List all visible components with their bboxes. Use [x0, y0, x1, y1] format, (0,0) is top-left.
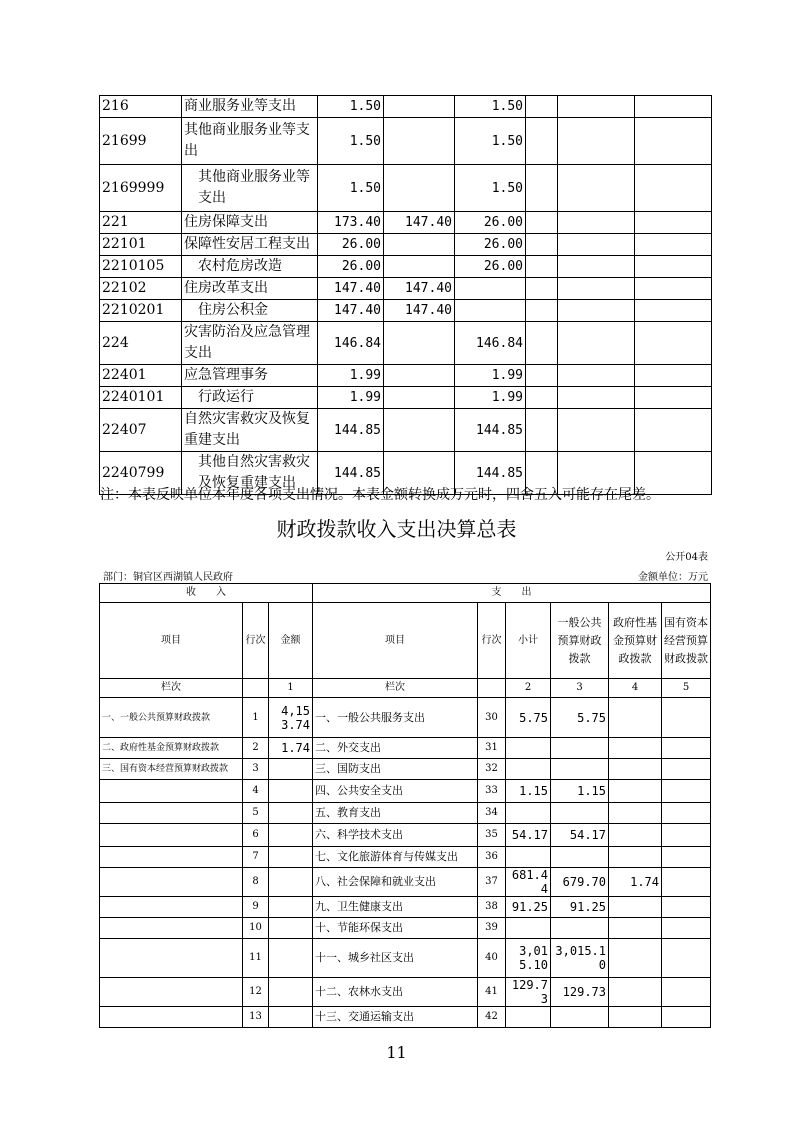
- general-budget-amount: 54.17: [551, 824, 609, 847]
- income-amount: [269, 847, 313, 868]
- empty-cell: [635, 256, 712, 278]
- project-amount: 26.00: [455, 256, 526, 278]
- empty-cell: [526, 234, 558, 256]
- total-amount: 147.40: [318, 300, 384, 322]
- expense-line-no: 41: [478, 978, 506, 1007]
- table-row: [100, 1007, 711, 1028]
- expense-line-no: 36: [478, 847, 506, 868]
- code: 2210105: [100, 256, 182, 278]
- empty-cell: [558, 212, 635, 234]
- income-item: 一、一般公共预算财政拨款: [100, 698, 243, 738]
- project-amount: 1.50: [455, 118, 526, 165]
- general-budget-amount: 3,015.10: [551, 939, 609, 978]
- income-amount: [269, 803, 313, 824]
- code: 224: [100, 322, 182, 365]
- item-name: 其他商业服务业等支出: [182, 165, 318, 212]
- table-row: [100, 824, 711, 847]
- empty-cell: [526, 300, 558, 322]
- basic-amount: [384, 118, 455, 165]
- empty-cell: [526, 212, 558, 234]
- income-item: [100, 847, 243, 868]
- expense-item: 一、一般公共服务支出: [313, 698, 478, 738]
- fund-budget-amount: [609, 939, 662, 978]
- state-capital-amount: [662, 824, 711, 847]
- col-index-label: 栏次: [100, 679, 243, 698]
- expense-item-header: 项目: [313, 603, 478, 679]
- income-item: 二、政府性基金预算财政拨款: [100, 738, 243, 759]
- income-item: [100, 897, 243, 918]
- table-row: [100, 278, 712, 300]
- table-row: [100, 738, 711, 759]
- basic-amount: 147.40: [384, 300, 455, 322]
- form-number: 公开04表: [665, 552, 708, 563]
- income-amount: 1.74: [269, 738, 313, 759]
- general-budget-amount: 5.75: [551, 698, 609, 738]
- subtotal-amount: [506, 918, 551, 939]
- empty-cell: [558, 322, 635, 365]
- subtotal-amount: [506, 803, 551, 824]
- empty-cell: [526, 322, 558, 365]
- empty-cell: [635, 409, 712, 452]
- table-note: 注：本表反映单位本年度各项支出情况。本表金额转换成万元时，四舍五入可能存在尾差。: [100, 487, 660, 503]
- subtotal-amount: 54.17: [506, 824, 551, 847]
- fund-budget-amount: [609, 780, 662, 803]
- state-capital-amount: [662, 868, 711, 897]
- basic-amount: [384, 387, 455, 409]
- item-name: 农村危房改造: [182, 256, 318, 278]
- expense-line-no: 34: [478, 803, 506, 824]
- table-row: [100, 939, 711, 978]
- expense-line-no: 38: [478, 897, 506, 918]
- empty-cell: [635, 365, 712, 387]
- department-label: 部门：铜官区西湖镇人民政府: [103, 572, 233, 583]
- income-item: [100, 978, 243, 1007]
- expense-header: 支 出: [313, 584, 711, 603]
- empty-cell: [558, 256, 635, 278]
- fund-budget-amount: [609, 738, 662, 759]
- total-amount: 146.84: [318, 322, 384, 365]
- item-name: 住房保障支出: [182, 212, 318, 234]
- expense-item: 十三、交通运输支出: [313, 1007, 478, 1028]
- table-row: [100, 322, 712, 365]
- empty-cell: [558, 234, 635, 256]
- fund-budget-amount: [609, 918, 662, 939]
- empty-cell: [558, 387, 635, 409]
- table-row: [100, 868, 711, 897]
- expense-detail-table: [99, 95, 712, 495]
- income-line-no: 6: [243, 824, 269, 847]
- general-budget-amount: [551, 759, 609, 780]
- income-line-no: 13: [243, 1007, 269, 1028]
- income-line-no: 12: [243, 978, 269, 1007]
- income-item: [100, 918, 243, 939]
- total-amount: 1.50: [318, 96, 384, 118]
- basic-amount: [384, 234, 455, 256]
- expense-item: 八、社会保障和就业支出: [313, 868, 478, 897]
- total-amount: 144.85: [318, 409, 384, 452]
- code: 22401: [100, 365, 182, 387]
- total-amount: 1.50: [318, 165, 384, 212]
- expense-item: 四、公共安全支出: [313, 780, 478, 803]
- code: 221: [100, 212, 182, 234]
- page-number: 11: [386, 1043, 407, 1062]
- total-amount: 144.85: [318, 452, 384, 495]
- general-budget-amount: [551, 738, 609, 759]
- empty-cell: [635, 322, 712, 365]
- general-budget-amount: [551, 1007, 609, 1028]
- col-index-1: 1: [269, 679, 313, 698]
- total-amount: 1.99: [318, 365, 384, 387]
- basic-amount: [384, 165, 455, 212]
- fund-budget-amount: [609, 803, 662, 824]
- empty-cell: [526, 96, 558, 118]
- subtotal-amount: 3,015.10: [506, 939, 551, 978]
- income-amount: [269, 868, 313, 897]
- income-amount: [269, 918, 313, 939]
- income-line-no: 3: [243, 759, 269, 780]
- fund-budget-amount: [609, 847, 662, 868]
- expense-item: 十二、农林水支出: [313, 978, 478, 1007]
- general-budget-amount: 1.15: [551, 780, 609, 803]
- project-amount: [455, 278, 526, 300]
- total-amount: 1.50: [318, 118, 384, 165]
- item-name: 住房公积金: [182, 300, 318, 322]
- empty-cell: [635, 278, 712, 300]
- header-row-columns: [100, 603, 711, 679]
- expense-item: 七、文化旅游体育与传媒支出: [313, 847, 478, 868]
- basic-amount: [384, 409, 455, 452]
- empty-cell: [635, 165, 712, 212]
- state-capital-amount: [662, 803, 711, 824]
- col-index-3: 3: [551, 679, 609, 698]
- expense-item: 九、卫生健康支出: [313, 897, 478, 918]
- income-line-no: 8: [243, 868, 269, 897]
- income-amount-header: 金额: [269, 603, 313, 679]
- expense-line-header: 行次: [478, 603, 506, 679]
- project-amount: 146.84: [455, 322, 526, 365]
- project-amount: 26.00: [455, 212, 526, 234]
- table-row: [100, 759, 711, 780]
- project-amount: 144.85: [455, 409, 526, 452]
- expense-line-no: 30: [478, 698, 506, 738]
- expense-item: 六、科学技术支出: [313, 824, 478, 847]
- empty-cell: [558, 96, 635, 118]
- subtotal-amount: 91.25: [506, 897, 551, 918]
- table-row: [100, 897, 711, 918]
- expense-item: 二、外交支出: [313, 738, 478, 759]
- empty-cell: [526, 165, 558, 212]
- code: 2169999: [100, 165, 182, 212]
- table-row: [100, 803, 711, 824]
- empty-cell: [635, 300, 712, 322]
- state-capital-amount: [662, 978, 711, 1007]
- empty-cell: [526, 387, 558, 409]
- fund-budget-amount: [609, 824, 662, 847]
- unit-label: 金额单位：万元: [638, 572, 708, 583]
- state-capital-header: 国有资本经营预算财政拨款: [662, 603, 711, 679]
- total-amount: 1.99: [318, 387, 384, 409]
- project-amount: 1.50: [455, 96, 526, 118]
- expense-line-no: 33: [478, 780, 506, 803]
- subtotal-amount: [506, 847, 551, 868]
- state-capital-amount: [662, 759, 711, 780]
- fund-budget-amount: [609, 759, 662, 780]
- total-amount: 26.00: [318, 256, 384, 278]
- table-row: [100, 698, 711, 738]
- empty-cell: [635, 387, 712, 409]
- state-capital-amount: [662, 1007, 711, 1028]
- empty-cell: [526, 278, 558, 300]
- total-amount: 173.40: [318, 212, 384, 234]
- table-row: [100, 918, 711, 939]
- table-row: [100, 409, 712, 452]
- expense-item: 十一、城乡社区支出: [313, 939, 478, 978]
- code: 21699: [100, 118, 182, 165]
- col-index-2: 2: [506, 679, 551, 698]
- empty-cell: [526, 409, 558, 452]
- subtotal-amount: 681.44: [506, 868, 551, 897]
- code: 2210201: [100, 300, 182, 322]
- total-amount: 26.00: [318, 234, 384, 256]
- item-name: 保障性安居工程支出: [182, 234, 318, 256]
- income-amount: [269, 780, 313, 803]
- income-line-no: 5: [243, 803, 269, 824]
- fund-budget-amount: 1.74: [609, 868, 662, 897]
- expense-line-no: 32: [478, 759, 506, 780]
- income-item: 三、国有资本经营预算财政拨款: [100, 759, 243, 780]
- income-amount: [269, 897, 313, 918]
- project-amount: [455, 300, 526, 322]
- table-row: [100, 165, 712, 212]
- basic-amount: [384, 96, 455, 118]
- income-line-no: 1: [243, 698, 269, 738]
- subtotal-amount: [506, 1007, 551, 1028]
- fund-budget-amount: [609, 1007, 662, 1028]
- table-row: [100, 118, 712, 165]
- expense-item: 五、教育支出: [313, 803, 478, 824]
- income-amount: [269, 1007, 313, 1028]
- empty-cell: [526, 256, 558, 278]
- code: 22102: [100, 278, 182, 300]
- empty-cell: [635, 212, 712, 234]
- income-header: 收 入: [100, 584, 313, 603]
- expense-line-no: 39: [478, 918, 506, 939]
- general-budget-amount: 679.70: [551, 868, 609, 897]
- project-amount: 1.99: [455, 365, 526, 387]
- fund-budget-amount: [609, 698, 662, 738]
- empty-cell: [558, 409, 635, 452]
- table-row: [100, 212, 712, 234]
- subtotal-amount: 129.73: [506, 978, 551, 1007]
- state-capital-amount: [662, 738, 711, 759]
- project-amount: 1.50: [455, 165, 526, 212]
- code: 2240101: [100, 387, 182, 409]
- code: 2240799: [100, 452, 182, 495]
- empty-cell: [526, 365, 558, 387]
- item-name: 灾害防治及应急管理支出: [182, 322, 318, 365]
- income-line-no: 9: [243, 897, 269, 918]
- income-line-header: 行次: [243, 603, 269, 679]
- empty-cell: [558, 300, 635, 322]
- income-amount: [269, 978, 313, 1007]
- item-name: 行政运行: [182, 387, 318, 409]
- item-name: 其他自然灾害救灾及恢复重建支出: [182, 452, 318, 495]
- income-item: [100, 939, 243, 978]
- project-amount: 144.85: [455, 452, 526, 495]
- state-capital-amount: [662, 939, 711, 978]
- general-budget-header: 一般公共预算财政拨款: [551, 603, 609, 679]
- header-row-section: [100, 584, 711, 603]
- code: 22101: [100, 234, 182, 256]
- income-amount: [269, 824, 313, 847]
- fund-budget-header: 政府性基金预算财政拨款: [609, 603, 662, 679]
- table-row: [100, 365, 712, 387]
- empty-cell: [558, 365, 635, 387]
- expense-item: 三、国防支出: [313, 759, 478, 780]
- table-row: [100, 387, 712, 409]
- empty-cell: [635, 234, 712, 256]
- fiscal-summary-table: [99, 583, 711, 1028]
- subtotal-amount: 5.75: [506, 698, 551, 738]
- fund-budget-amount: [609, 978, 662, 1007]
- column-index-row: [100, 679, 711, 698]
- income-line-no: 4: [243, 780, 269, 803]
- basic-amount: 147.40: [384, 212, 455, 234]
- code: 216: [100, 96, 182, 118]
- basic-amount: [384, 256, 455, 278]
- empty-cell: [558, 118, 635, 165]
- page-title: 财政拨款收入支出决算总表: [276, 517, 517, 541]
- empty-cell: [526, 118, 558, 165]
- table-row: [100, 256, 712, 278]
- income-amount: 4,153.74: [269, 698, 313, 738]
- state-capital-amount: [662, 918, 711, 939]
- code: 22407: [100, 409, 182, 452]
- item-name: 自然灾害救灾及恢复重建支出: [182, 409, 318, 452]
- basic-amount: [384, 322, 455, 365]
- expense-line-no: 37: [478, 868, 506, 897]
- state-capital-amount: [662, 780, 711, 803]
- general-budget-amount: [551, 803, 609, 824]
- table-row: [100, 96, 712, 118]
- state-capital-amount: [662, 847, 711, 868]
- table-row: [100, 780, 711, 803]
- subtotal-header: 小计: [506, 603, 551, 679]
- basic-amount: [384, 365, 455, 387]
- item-name: 住房改革支出: [182, 278, 318, 300]
- general-budget-amount: 129.73: [551, 978, 609, 1007]
- empty-cell: [635, 118, 712, 165]
- income-item: [100, 780, 243, 803]
- income-item: [100, 1007, 243, 1028]
- fund-budget-amount: [609, 897, 662, 918]
- empty-cell: [635, 96, 712, 118]
- income-item: [100, 824, 243, 847]
- income-item-header: 项目: [100, 603, 243, 679]
- item-name: 应急管理事务: [182, 365, 318, 387]
- col-index-4: 4: [609, 679, 662, 698]
- subtotal-amount: [506, 738, 551, 759]
- general-budget-amount: 91.25: [551, 897, 609, 918]
- income-amount: [269, 759, 313, 780]
- project-amount: 26.00: [455, 234, 526, 256]
- state-capital-amount: [662, 698, 711, 738]
- table-row: [100, 978, 711, 1007]
- general-budget-amount: [551, 847, 609, 868]
- income-line-no: 10: [243, 918, 269, 939]
- expense-item: 十、节能环保支出: [313, 918, 478, 939]
- table-row: [100, 234, 712, 256]
- income-line-no: 11: [243, 939, 269, 978]
- empty-cell: [558, 165, 635, 212]
- col-index-label-2: 栏次: [313, 679, 478, 698]
- basic-amount: 147.40: [384, 278, 455, 300]
- table-row: [100, 847, 711, 868]
- income-item: [100, 868, 243, 897]
- general-budget-amount: [551, 918, 609, 939]
- expense-line-no: 42: [478, 1007, 506, 1028]
- expense-line-no: 31: [478, 738, 506, 759]
- item-name: 其他商业服务业等支出: [182, 118, 318, 165]
- expense-line-no: 35: [478, 824, 506, 847]
- income-item: [100, 803, 243, 824]
- subtotal-amount: [506, 759, 551, 780]
- item-name: 商业服务业等支出: [182, 96, 318, 118]
- income-line-no: 2: [243, 738, 269, 759]
- table-row: [100, 300, 712, 322]
- empty-cell: [558, 278, 635, 300]
- expense-line-no: 40: [478, 939, 506, 978]
- state-capital-amount: [662, 897, 711, 918]
- col-index-5: 5: [662, 679, 711, 698]
- income-line-no: 7: [243, 847, 269, 868]
- subtotal-amount: 1.15: [506, 780, 551, 803]
- project-amount: 1.99: [455, 387, 526, 409]
- income-amount: [269, 939, 313, 978]
- total-amount: 147.40: [318, 278, 384, 300]
